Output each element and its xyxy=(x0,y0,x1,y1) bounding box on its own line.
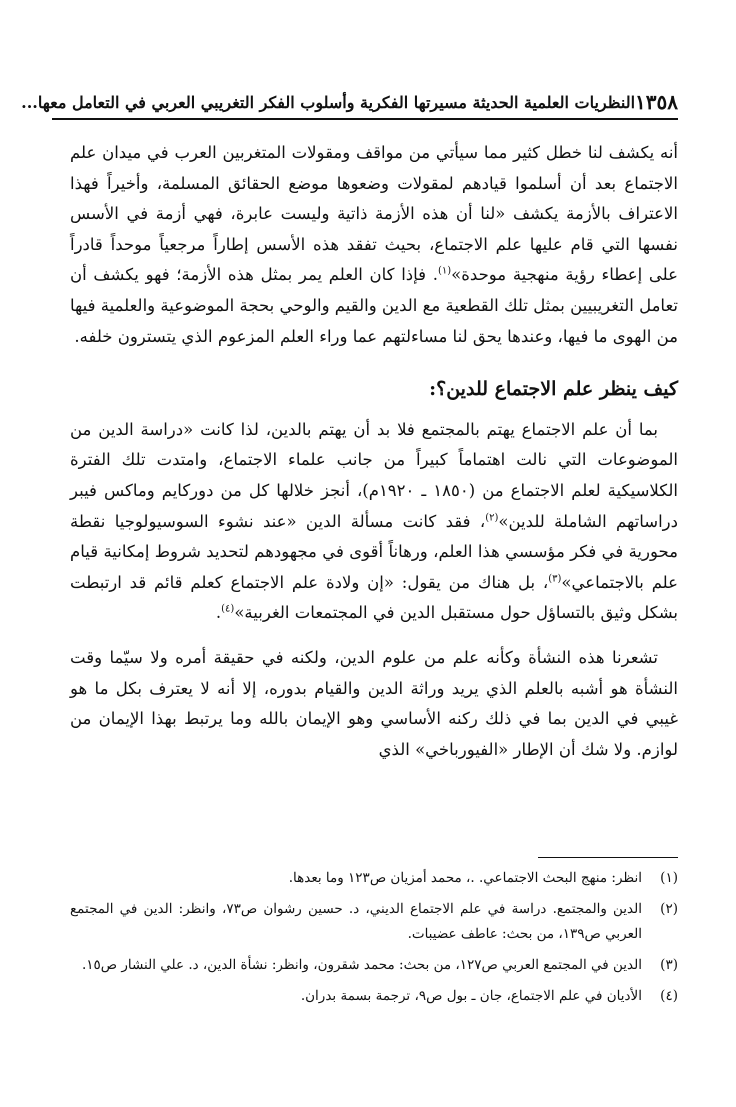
footnote-text: الأديان في علم الاجتماع، جان ـ بول ص٩، ترجمة بسمة بدران. xyxy=(300,988,642,1004)
footnote-text: انظر: منهج البحث الاجتماعي. .، محمد أمزيان ص١٢٣ وما بعدها. xyxy=(288,870,642,886)
paragraph-1-end: . فإذا كان العلم يمر بمثل هذه الأزمة؛ فهو يكشف أن تعامل التغريبيين بمثل تلك القطعية مع الدين والقيم والوحي بحجة الموضوعية والعلمية فيها من الهوى ما فيها، وعندها يحق لنا مساءلتهم عما وراء العلم المزعوم الذي يتسترون خلفه. xyxy=(70,265,678,346)
paragraph-3: تشعرنا هذه النشأة وكأنه علم من علوم الدين، ولكنه في حقيقة أمره ولا سيّما وقت النشأة هو أشبه بالعلم الذي يريد وراثة الدين والقيام بدوره، إلا أنه لا يعترف بكل ما هو غيبي في الدين بما في ذلك ركنه الأساسي وهو الإيمان بالله وما يرتبط بهذا الإيمان من لوازم. ولا شك أن الإطار «الفيورباخي» الذي xyxy=(70,647,678,759)
footnote-4 xyxy=(70,984,678,1009)
running-title: النظريات العلمية الحديثة مسيرتها الفكرية وأسلوب الفكر التغريبي العربي في التعامل معها... xyxy=(21,93,636,112)
page-header xyxy=(21,82,678,120)
footnote-ref-1: (١) xyxy=(437,265,452,277)
footnote-number: (١) xyxy=(660,870,678,886)
paragraph-2-end: . xyxy=(215,603,222,623)
page-number: ١٣٥٨ xyxy=(635,90,678,114)
footnote-number: (٤) xyxy=(660,988,678,1004)
footnote-ref-3: (٣) xyxy=(548,573,562,585)
footnotes xyxy=(70,866,678,1015)
footnote-divider xyxy=(538,857,678,858)
footnote-text: الدين في المجتمع العربي ص١٢٧، من بحث: محمد شقرون، وانظر: نشأة الدين، د. علي النشار ص١٥. xyxy=(81,957,642,973)
paragraph-2-part-a: بما أن علم الاجتماع يهتم بالمجتمع فلا بد أن يهتم بالدين، لذا كانت «دراسة الدين من الموضوعات التي نالت اهتماماً كبيراً من جانب علماء الاجتماع، وامتدت تلك الفترة الكلاسيكية لعلم الاجتماع من (١٨٥٠ ـ ١٩٢٠م)، أنجز خلالها كل من دوركايم وماكس فيبر دراساتهم الشاملة للدين» xyxy=(70,419,678,531)
footnote-number: (٢) xyxy=(660,901,678,917)
footnote-number: (٣) xyxy=(660,957,678,973)
paragraph-2 xyxy=(70,415,678,629)
footnote-2 xyxy=(70,897,678,947)
footnote-ref-4: (٤) xyxy=(221,603,235,615)
footnote-1 xyxy=(70,866,678,891)
paragraph-1 xyxy=(70,138,678,352)
main-text xyxy=(70,138,678,765)
section-heading: كيف ينظر علم الاجتماع للدين؟: xyxy=(429,378,678,401)
paragraph-2-part-c: ، بل هناك من يقول: «إن ولادة علم الاجتماع كعلم قائم قد ارتبطت بشكل وثيق بالتساؤل حول مستقبل الدين في المجتمعات الغربية» xyxy=(70,572,678,623)
footnote-text: الدين والمجتمع. دراسة في علم الاجتماع الديني، د. حسين رشوان ص٧٣، وانظر: الدين في المجتمع العربي ص١٣٩، من بحث: عاطف عضيبات. xyxy=(70,901,643,942)
paragraph-2-part-b: ، فقد كانت مسألة الدين «عند نشوء السوسيولوجيا نقطة محورية في فكر مؤسسي هذا العلم، ورهاناً أقوى في مجهودهم لتحديد شروط إمكانية قيام علم بالاجتماعي» xyxy=(70,511,678,592)
footnote-3 xyxy=(70,953,678,978)
footnote-ref-2: (٢) xyxy=(485,512,499,524)
paragraph-1-text: أنه يكشف لنا خطل كثير مما سيأتي من مواقف ومقولات المتغربين العرب في ميدان علم الاجتماع بعد أن أسلموا قيادهم لمقولات وضعوها موضع الحقائق المسلمة، وأخيراً فهذا الاعتراف بالأزمة يكشف «لنا أن هذه الأزمة ذاتية وليست عابرة، فهي أزمة في الأسس نفسها التي قام عليها علم الاجتماع، بحيث تفقد هذه الأسس إطاراً مرجعياً موحداً قادراً على إعطاء رؤية منهجية موحدة» xyxy=(70,143,678,285)
